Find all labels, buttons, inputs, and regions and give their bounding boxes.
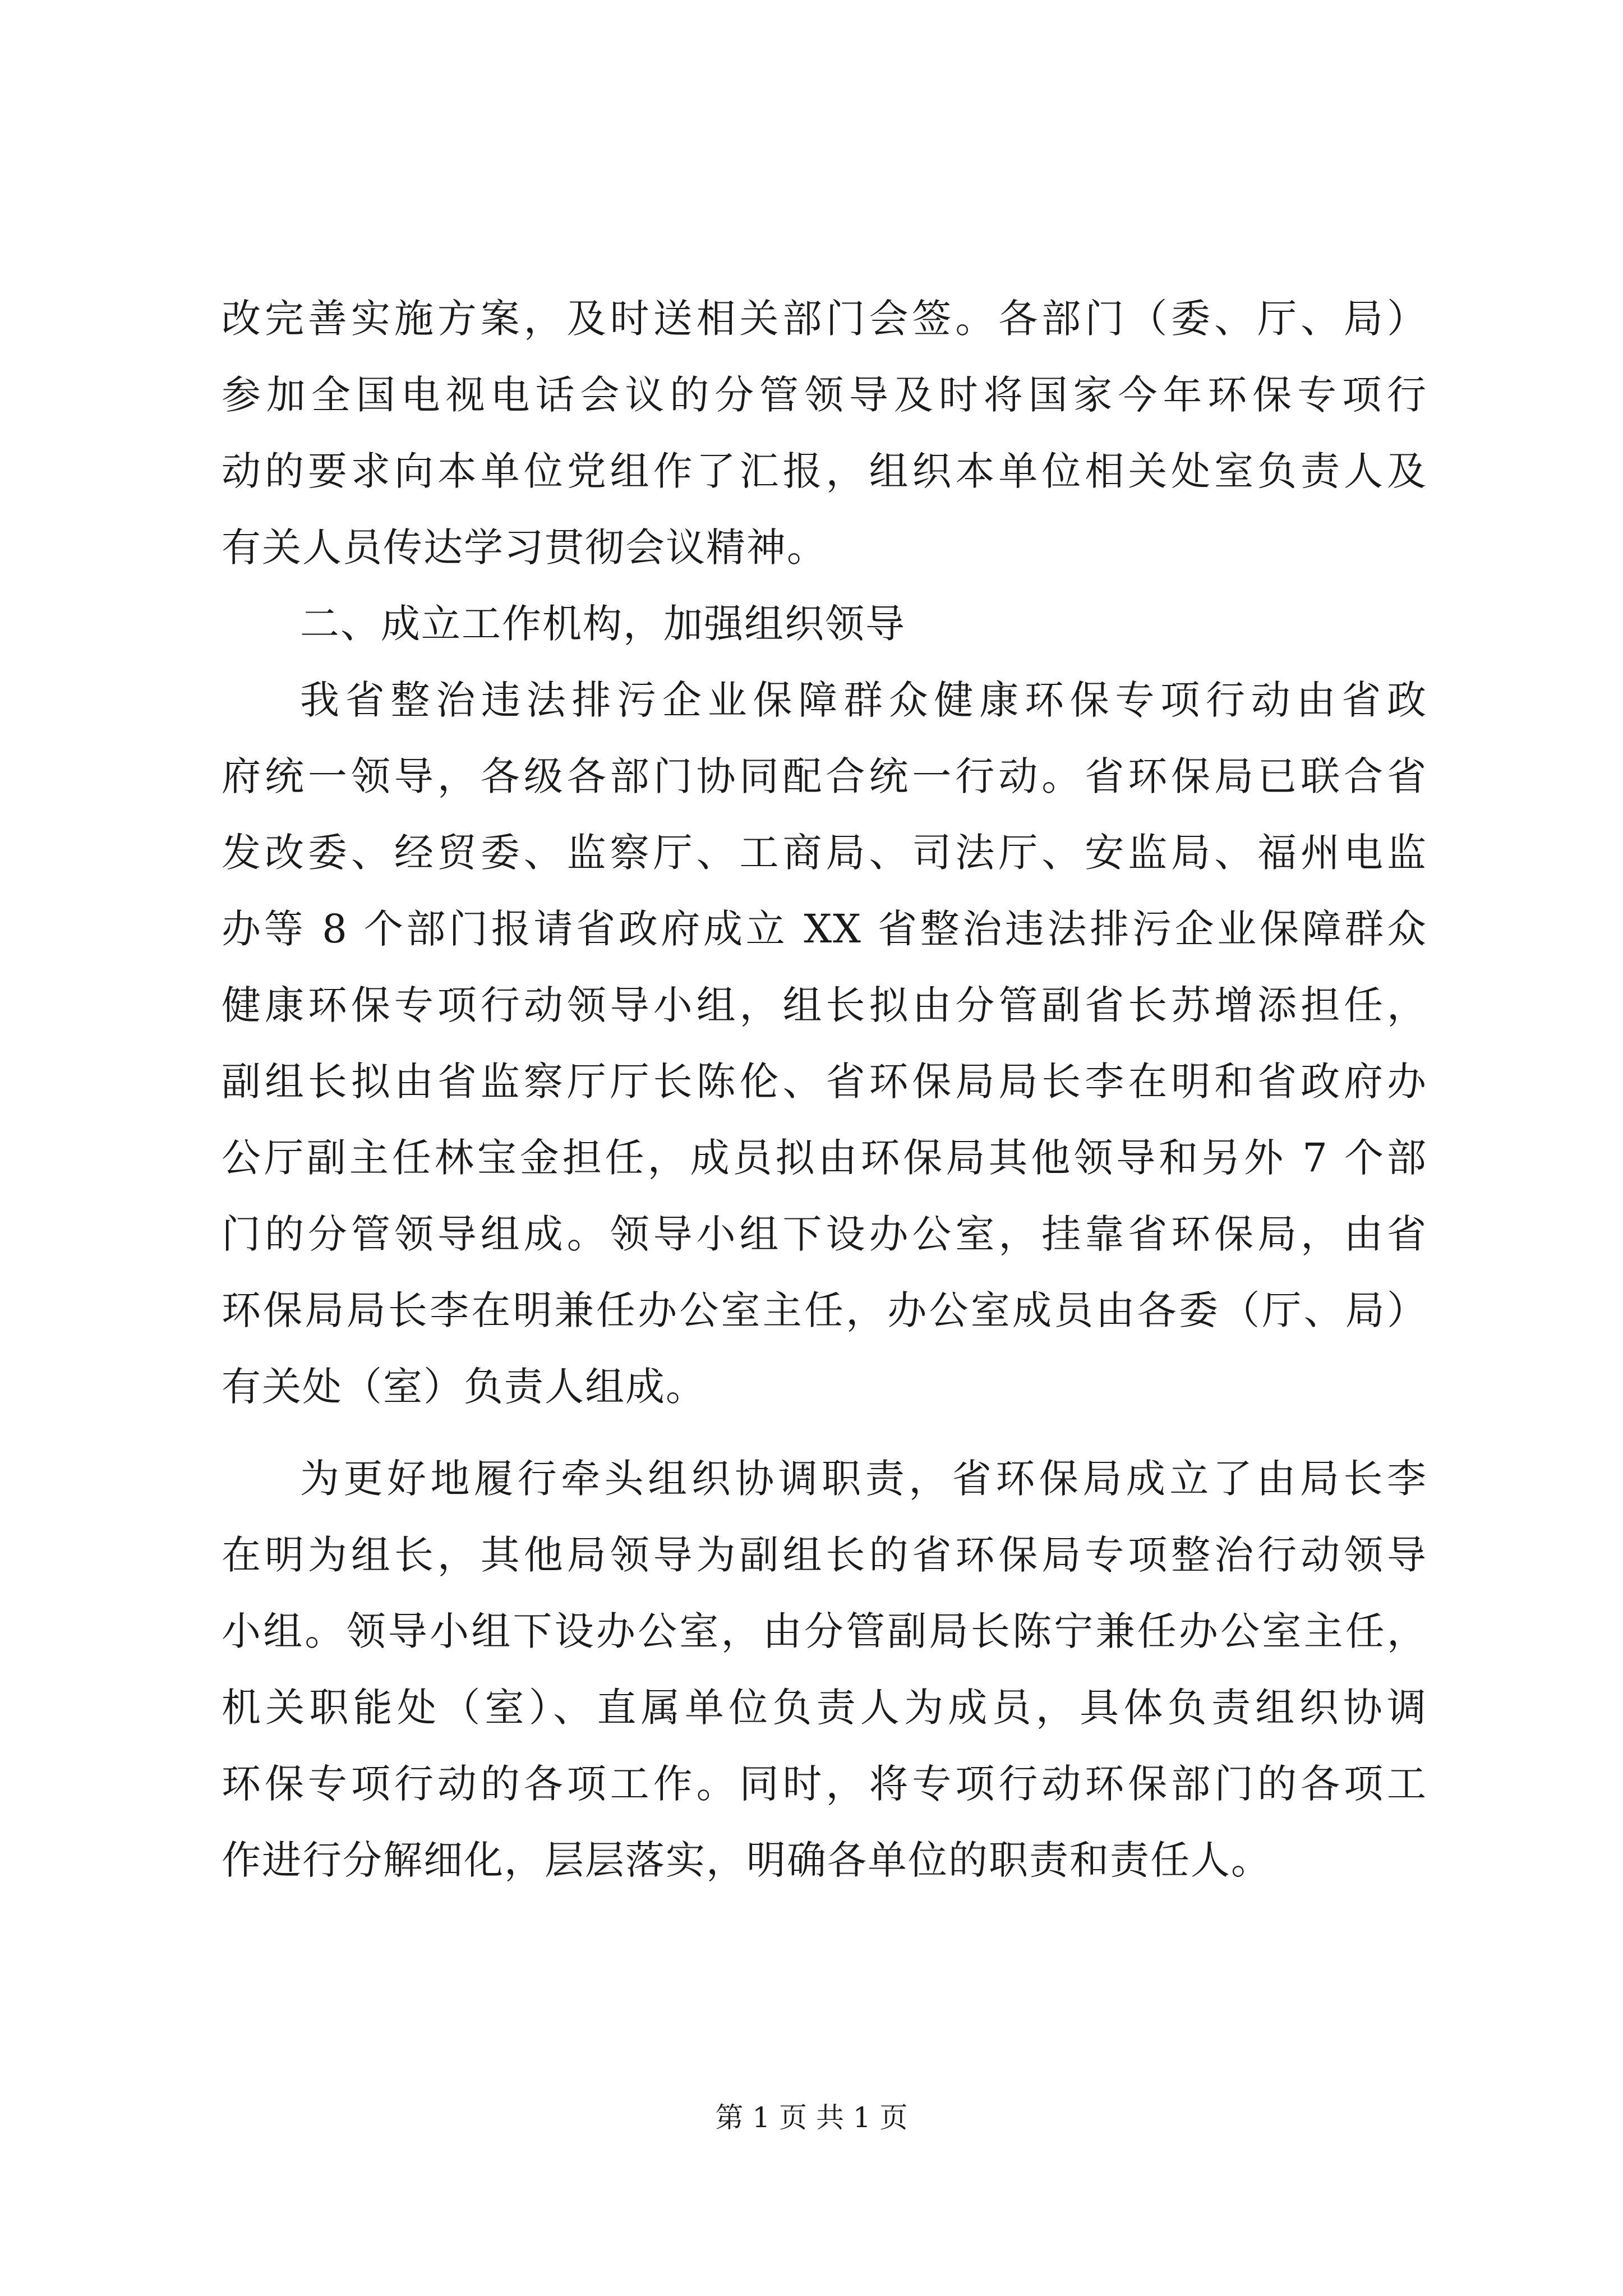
- paragraph-line: 为更好地履行牵头组织协调职责，省环保局成立了由局长李: [300, 1456, 1427, 1502]
- paragraph-line: 副组长拟由省监察厅厅长陈伦、省环保局局长李在明和省政府办: [222, 1059, 1427, 1105]
- paragraph-2: [222, 662, 1427, 1425]
- paragraph-3: [222, 1441, 1427, 1898]
- paragraph-line: 我省整治违法排污企业保障群众健康环保专项行动由省政: [300, 677, 1427, 723]
- document-body: [222, 280, 1427, 1898]
- paragraph-line: 改完善实施方案，及时送相关部门会签。各部门（委、厅、局）: [222, 296, 1427, 342]
- section-heading: 二、成立工作机构，加强组织领导: [300, 601, 906, 647]
- paragraph-line: 府统一领导，各级各部门协同配合统一行动。省环保局已联合省: [222, 753, 1427, 799]
- paragraph-line: 机关职能处（室）、直属单位负责人为成员，具体负责组织协调: [222, 1685, 1427, 1731]
- paragraph-line: 门的分管领导组成。领导小组下设办公室，挂靠省环保局，由省: [222, 1211, 1427, 1257]
- paragraph-line: 动的要求向本单位党组作了汇报，组织本单位相关处室负责人及: [222, 448, 1427, 494]
- paragraph-line: 办等 8 个部门报请省政府成立 XX 省整治违法排污企业保障群众: [222, 906, 1427, 952]
- paragraph-line: 参加全国电视电话会议的分管领导及时将国家今年环保专项行: [222, 372, 1427, 418]
- paragraph-line: 公厅副主任林宝金担任，成员拟由环保局其他领导和另外 7 个部: [222, 1135, 1427, 1181]
- paragraph-line: 有关处（室）负责人组成。: [222, 1364, 706, 1410]
- paragraph-line: 在明为组长，其他局领导为副组长的省环保局专项整治行动领导: [222, 1532, 1427, 1578]
- paragraph-line: 健康环保专项行动领导小组，组长拟由分管副省长苏增添担任，: [222, 982, 1427, 1028]
- paragraph-line: 小组。领导小组下设办公室，由分管副局长陈宁兼任办公室主任，: [222, 1608, 1427, 1654]
- paragraph-line: 有关人员传达学习贯彻会议精神。: [222, 524, 827, 570]
- paragraph-line: 作进行分解细化，层层落实，明确各单位的职责和责任人。: [222, 1837, 1271, 1883]
- paragraph-line: 发改委、经贸委、监察厅、工商局、司法厅、安监局、福州电监: [222, 830, 1427, 876]
- paragraph-line: 环保局局长李在明兼任办公室主任，办公室成员由各委（厅、局）: [222, 1287, 1427, 1333]
- page-number-footer: 第 1 页 共 1 页: [715, 2101, 908, 2134]
- paragraph-spacer: [222, 1425, 1427, 1441]
- paragraph-line: 环保专项行动的各项工作。同时，将专项行动环保部门的各项工: [222, 1761, 1427, 1807]
- paragraph-1: [222, 280, 1427, 586]
